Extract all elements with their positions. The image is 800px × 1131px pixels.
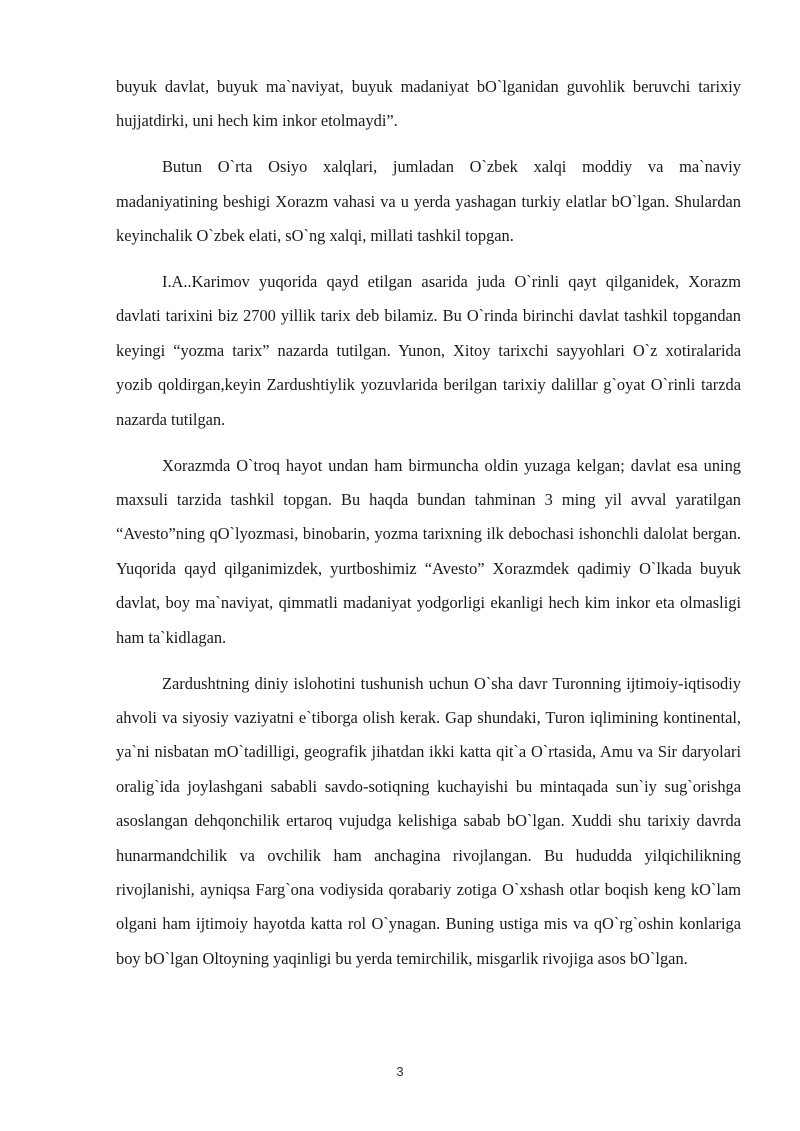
paragraph: Zardushtning diniy islohotini tushunish uchun O`sha davr Turonning ijtimoiy-iqtisodiy ahvoli va siyosiy vaziyatni e`tiborga olish kerak. Gap shundaki, Turon iqlimining kontinental, ya`ni nisbatan mO`tadilligi, geografik jihatdan ikki katta qit`a O`rtasida, Amu va Sir daryolari oralig`ida joylashgani sababli savdo-sotiqning kuchayishi bu mintaqada sun`iy sug`orishga asoslangan dehqonchilik ertaroq vujudga kelishiga sabab bO`lgan. Xuddi shu tarixiy davrda hunarmandchilik va ovchilik ham anchagina rivojlangan. Bu hududda yilqichilikning rivojlanishi, ayniqsa Farg`ona vodiysida qorabariy zotiga O`xshash otlar boqish keng kO`lam olgani ham ijtimoiy hayotda katta rol O`ynagan. Buning ustiga mis va qO`rg`oshin konlariga boy bO`lgan Oltoyning yaqinligi bu yerda temirchilik, misgarlik rivojiga asos bO`lgan. — [116, 673, 741, 968]
paragraph: I.A..Karimov yuqorida qayd etilgan asarida juda O`rinli qayt qilganidek, Xorazm davlati tarixini biz 2700 yillik tarix deb bilamiz. Bu O`rinda birinchi davlat tashkil topgandan keyingi “yozma tarix” nazarda tutilgan. Yunon, Xitoy tarixchi sayyohlari O`z xotiralarida yozib qoldirgan,keyin Zardushtiylik yozuvlarida berilgan tarixiy dalillar g`oyat O`rinli tarzda nazarda tutilgan. — [116, 272, 741, 429]
paragraph: buyuk davlat, buyuk ma`naviyat, buyuk madaniyat bO`lganidan guvohlik beruvchi tarixiy hujjatdirki, uni hech kim inkor etolmaydi”. — [116, 77, 741, 131]
body-text — [116, 70, 741, 988]
page-number: 3 — [396, 1064, 404, 1079]
paragraph: Xorazmda O`troq hayot undan ham birmuncha oldin yuzaga kelgan; davlat esa uning maxsuli tarzida tashkil topgan. Bu haqda bundan tahminan 3 ming yil avval yaratilgan “Avesto”ning qO`lyozmasi, binobarin, yozma tarixning ilk debochasi ishonchli dalolat bergan. Yuqorida qayd qilganimizdek, yurtboshimiz “Avesto” Xorazmdek qadimiy O`lkada buyuk davlat, boy ma`naviyat, qimmatli madaniyat yodgorligi ekanligi hech kim inkor eta olmasligi ham ta`kidlagan. — [116, 455, 741, 647]
paragraph: Butun O`rta Osiyo xalqlari, jumladan O`zbek xalqi moddiy va ma`naviy madaniyatining beshigi Xorazm vahasi va u yerda yashagan turkiy elatlar bO`lgan. Shulardan keyinchalik O`zbek elati, sO`ng xalqi, millati tashkil topgan. — [116, 157, 741, 246]
